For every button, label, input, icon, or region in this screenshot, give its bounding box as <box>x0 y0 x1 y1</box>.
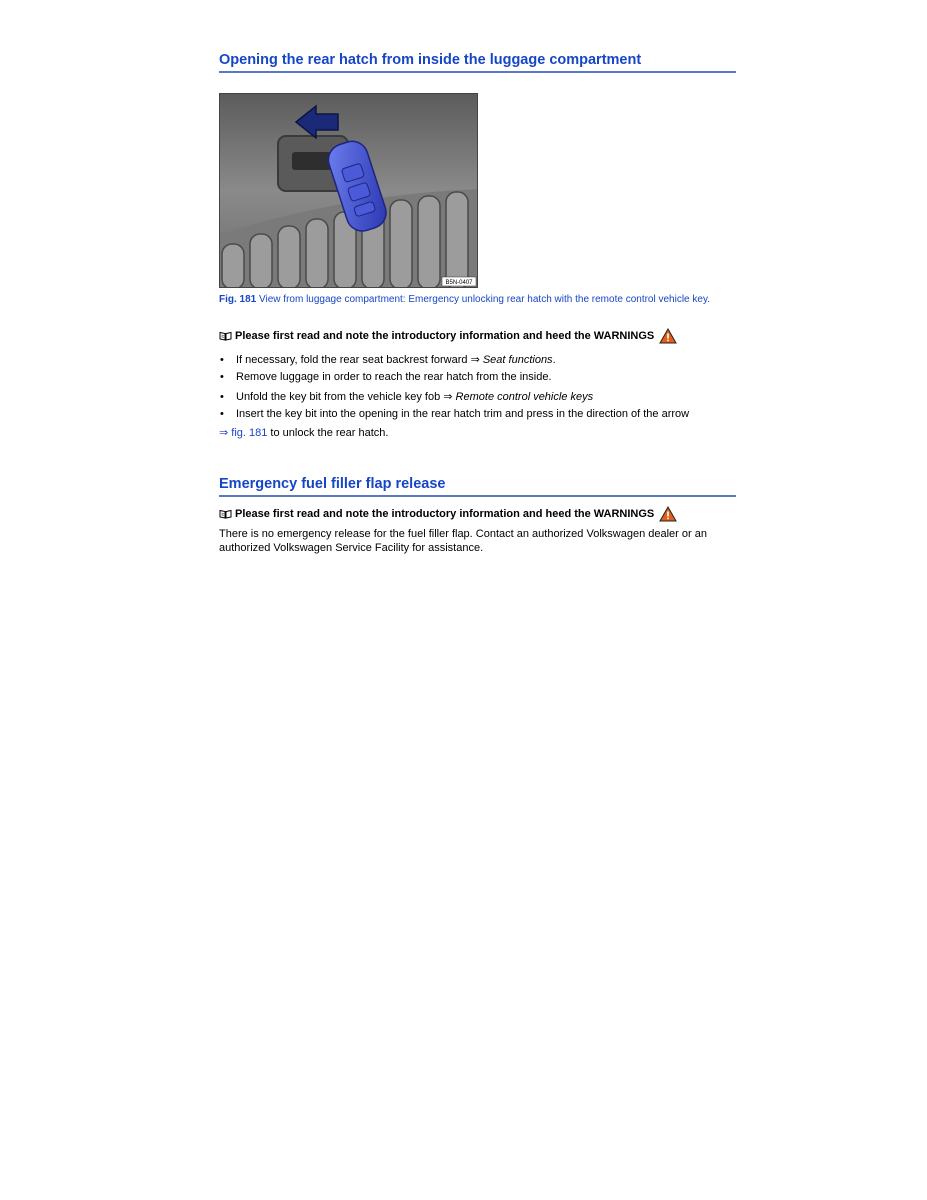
notice-text: Please first read and note the introductory information and heed the WARNINGS <box>235 330 655 342</box>
figure-code: B5N-0407 <box>445 280 473 286</box>
notice-text: Please first read and note the introductory information and heed the WARNINGS <box>235 508 655 520</box>
book-icon <box>219 331 232 341</box>
list-item: • Unfold the key bit from the vehicle key fob ⇒ Remote control vehicle keys <box>219 391 736 408</box>
step-continuation: ⇒ fig. 181 to unlock the rear hatch. <box>219 427 389 439</box>
figure-181-illustration <box>219 93 478 288</box>
arrow-reference-icon: ⇒ <box>219 427 229 439</box>
section-heading-fuel-filler: Emergency fuel filler flap release <box>219 476 736 497</box>
cross-reference[interactable]: Seat functions <box>482 354 553 366</box>
section-heading-rear-hatch: Opening the rear hatch from inside the luggage compartment <box>219 52 736 73</box>
cross-reference[interactable]: Remote control vehicle keys <box>455 391 594 403</box>
read-warnings-notice <box>219 328 677 344</box>
read-warnings-notice-2 <box>219 506 677 522</box>
figure-label: Fig. 181 <box>219 294 257 305</box>
rear-hatch-key-illustration <box>220 94 478 288</box>
instruction-steps <box>219 354 736 425</box>
list-item: • If necessary, fold the rear seat backrest forward ⇒ Seat functions. <box>219 354 736 371</box>
list-item: • Remove luggage in order to reach the rear hatch from the inside. <box>219 371 736 388</box>
figure-caption-text: View from luggage compartment: Emergency unlocking rear hatch with the remote control vehicle key. <box>259 294 710 305</box>
book-icon <box>219 509 232 519</box>
warning-triangle-icon[interactable] <box>659 506 677 522</box>
fuel-filler-body-text: There is no emergency release for the fuel filler flap. Contact an authorized Volkswagen dealer or an authorized Volkswagen Service Facility for assistance. <box>219 528 707 554</box>
list-item: • Insert the key bit into the opening in the rear hatch trim and press in the direction of the arrow <box>219 408 736 425</box>
figure-link[interactable]: fig. 181 <box>231 427 268 439</box>
warning-triangle-icon[interactable] <box>659 328 677 344</box>
figure-caption <box>219 294 736 306</box>
